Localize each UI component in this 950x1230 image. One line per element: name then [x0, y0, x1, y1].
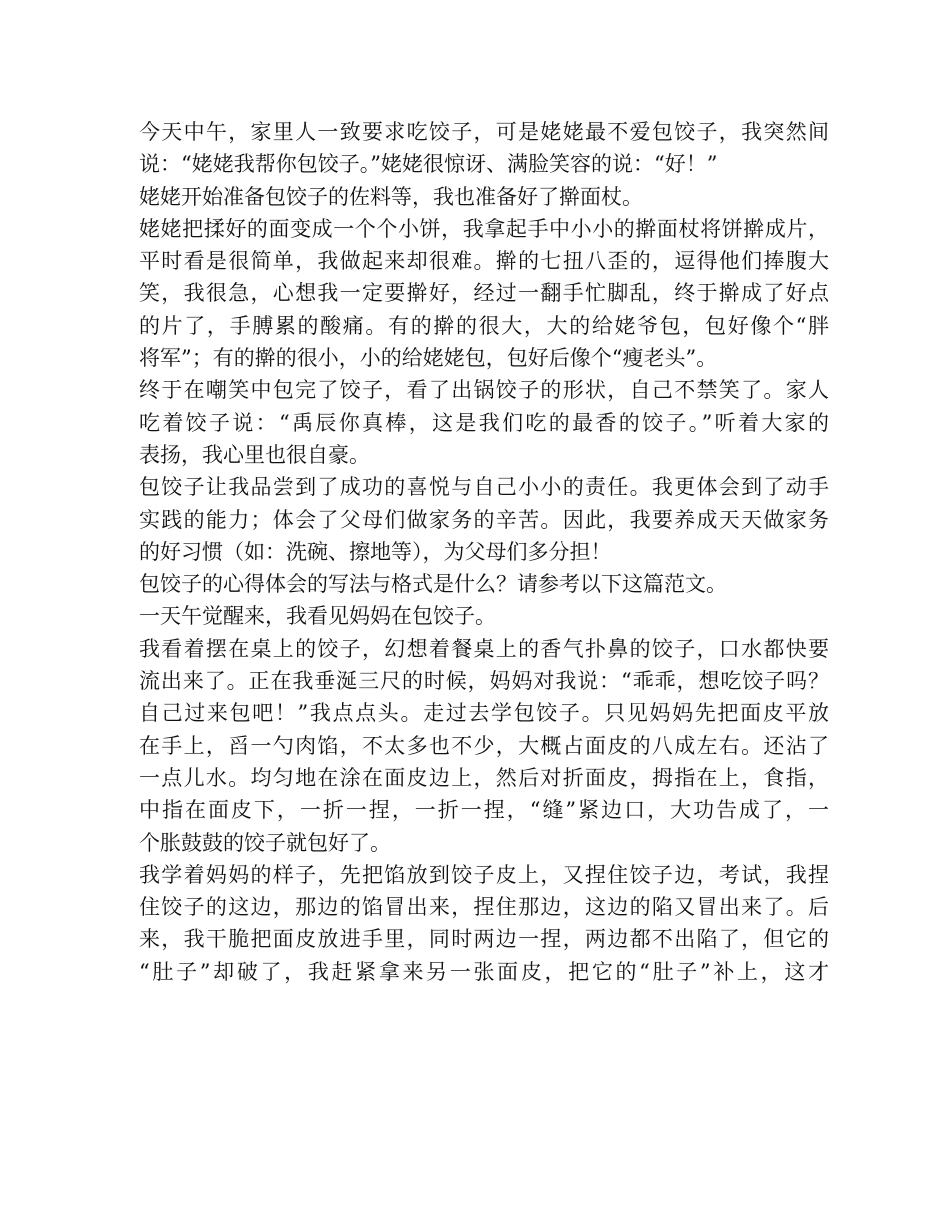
text-line: 的片了，手膊累的酸痛。有的擀的很大，大的给姥爷包，包好像个“胖	[139, 313, 829, 338]
text-line: 终于在嘲笑中包完了饺子，看了出锅饺子的形状，自己不禁笑了。家人	[139, 378, 829, 403]
text-line: 表扬，我心里也很自豪。	[139, 442, 370, 467]
text-line: 一点儿水。均匀地在涂在面皮边上，然后对折面皮，拇指在上，食指，	[139, 765, 829, 790]
text-line: 将军”；有的擀的很小，小的给姥姥包，包好后像个“瘦老头”。	[139, 346, 718, 371]
text-line: 平时看是很简单，我做起来却很难。擀的七扭八歪的，逗得他们捧腹大	[139, 249, 829, 274]
text-line: 中指在面皮下，一折一捏，一折一捏，“缝”紧边口，大功告成了，一	[139, 798, 829, 823]
text-line: “肚子”却破了，我赶紧拿来另一张面皮，把它的“肚子”补上，这才	[139, 959, 829, 984]
text-line: 在手上，舀一勺肉馅，不太多也不少，大概占面皮的八成左右。还沾了	[139, 733, 829, 758]
text-line: 今天中午，家里人一致要求吃饺子，可是姥姥最不爱包饺子，我突然间	[139, 120, 829, 144]
text-line: 吃着饺子说：“禹辰你真棒，这是我们吃的最香的饺子。”听着大家的	[139, 410, 829, 435]
text-line: 笑，我很急，心想我一定要擀好，经过一翻手忙脚乱，终于擀成了好点	[139, 281, 829, 306]
text-line: 姥姥把揉好的面变成一个个小饼，我拿起手中小小的擀面杖将饼擀成片，	[139, 216, 829, 241]
text-line: 住饺子的这边，那边的馅冒出来，捏住那边，这边的陷又冒出来了。后	[139, 895, 829, 920]
text-line: 实践的能力；体会了父母们做家务的辛苦。因此，我要养成天天做家务	[139, 507, 829, 532]
text-line: 包饺子让我品尝到了成功的喜悦与自己小小的责任。我更体会到了动手	[139, 475, 829, 500]
document-body	[139, 116, 829, 988]
text-line: 的好习惯（如：洗碗、擦地等），为父母们多分担！	[139, 539, 612, 564]
text-line: 我学着妈妈的样子，先把馅放到饺子皮上，又捏住饺子边，考试，我捏	[139, 862, 829, 887]
text-line: 姥姥开始准备包饺子的佐料等，我也准备好了擀面杖。	[139, 184, 643, 209]
text-line: 包饺子的心得体会的写法与格式是什么？请参考以下这篇范文。	[139, 572, 727, 597]
text-line: 来，我干脆把面皮放进手里，同时两边一捏，两边都不出陷了，但它的	[139, 927, 829, 952]
text-line: 我看着摆在桌上的饺子，幻想着餐桌上的香气扑鼻的饺子，口水都快要	[139, 636, 829, 661]
text-line: 说：“姥姥我帮你包饺子。”姥姥很惊讶、满脸笑容的说：“好！”	[139, 152, 718, 177]
text-line: 自己过来包吧！”我点点头。走过去学包饺子。只见妈妈先把面皮平放	[139, 701, 829, 726]
text-line: 一天午觉醒来，我看见妈妈在包饺子。	[139, 604, 496, 629]
text-line: 流出来了。正在我垂涎三尺的时候，妈妈对我说：“乖乖，想吃饺子吗？	[139, 669, 829, 694]
text-line: 个胀鼓鼓的饺子就包好了。	[139, 830, 391, 855]
